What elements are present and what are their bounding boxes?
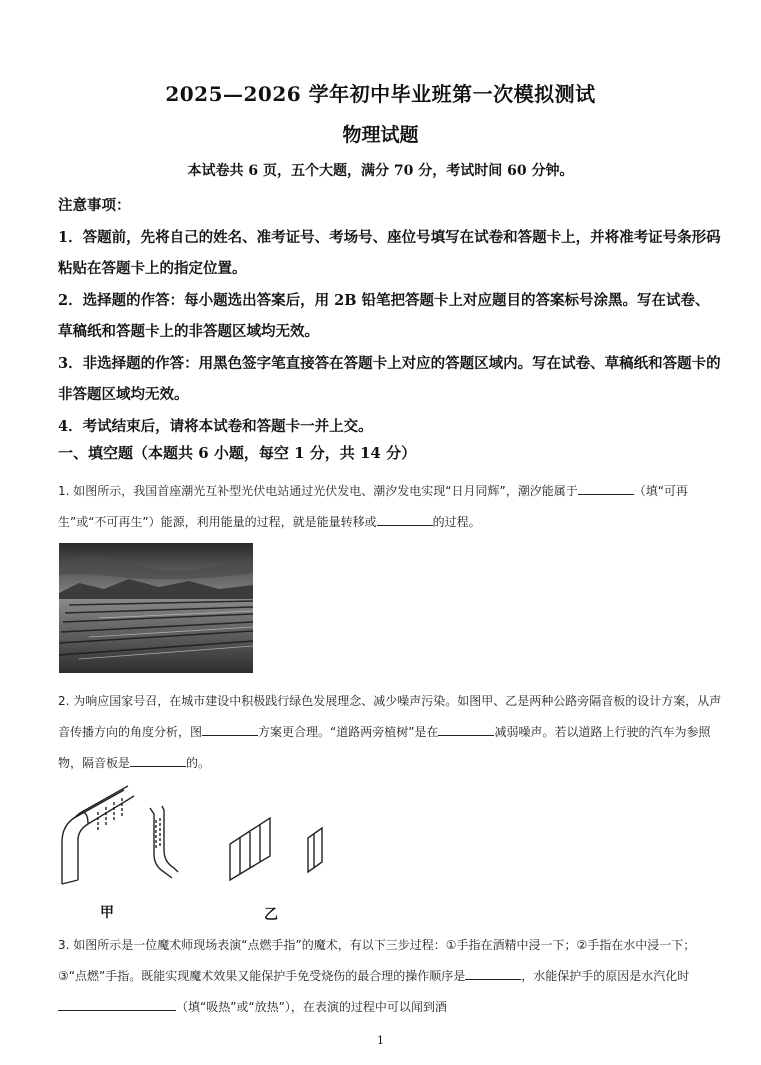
q1-text-3: 的过程。	[432, 515, 481, 529]
answer-blank[interactable]	[438, 722, 494, 736]
question-3	[58, 930, 723, 1023]
q2-text-2: 方案更合理。“道路两旁植树”是在	[258, 725, 439, 739]
note-item-2: 2．选择题的作答：每小题选出答案后，用 2B 铅笔把答题卡上对应题目的答案标号涂黑。写在试卷、草稿纸和答题卡上的非答题区域均无效。	[58, 291, 710, 340]
page-number: 1	[377, 1034, 384, 1047]
q1-text-2: （填“可再生”或“不可再生”）能源，利用能量的过程，就是能量转移或	[58, 484, 688, 529]
question-2	[58, 686, 723, 779]
exam-title: 2025—2026 学年初中毕业班第一次模拟测试	[165, 82, 596, 106]
notes-heading: 注意事项：	[58, 197, 131, 214]
exam-subtitle: 物理试题	[342, 124, 419, 146]
q3-text-1: 3. 如图所示是一位魔术师现场表演“点燃手指”的魔术，有以下三步过程：①手指在酒精中浸一下；②手指在水中浸一下；③“点燃”手指。既能实现魔术效果又能保护手免受烧伤的最合理的操作顺序是	[58, 938, 696, 983]
answer-blank[interactable]	[578, 481, 634, 495]
note-item-3: 3．非选择题的作答：用黑色签字笔直接答在答题卡上对应的答题区域内。写在试卷、草稿纸和答题卡的非答题区域均无效。	[58, 354, 721, 403]
section-title: 一、填空题（本题共 6 小题，每空 1 分，共 14 分）	[58, 444, 417, 462]
label-jia: 甲	[100, 905, 114, 921]
note-item-1: 1．答题前，先将自己的姓名、准考证号、考场号、座位号填写在试卷和答题卡上，并将准考证号条形码粘贴在答题卡上的指定位置。	[58, 228, 721, 277]
q2-text-3: 减弱噪声。若以道路上行驶的汽车为参照物，隔音板是	[58, 725, 711, 770]
answer-blank[interactable]	[58, 997, 176, 1011]
notes-section	[58, 190, 724, 442]
q2-text-4: 的。	[186, 756, 211, 770]
q1-text-1: 1. 如图所示，我国首座潮光互补型光伏电站通过光伏发电、潮汐发电实现“日月同辉”，潮汐能属于	[58, 484, 578, 498]
q3-text-3: （填“吸热”或“放热”），在表演的过程中可以闻到酒	[176, 1000, 447, 1014]
note-item-4: 4．考试结束后，请将本试卷和答题卡一并上交。	[58, 417, 373, 435]
answer-blank[interactable]	[465, 966, 521, 980]
q3-text-2: ，水能保护手的原因是水汽化时	[521, 969, 690, 983]
question-1	[58, 476, 723, 538]
answer-blank[interactable]	[377, 512, 433, 526]
q2-text-1: 2. 为响应国家号召，在城市建设中积极践行绿色发展理念、减少噪声污染。如图甲、乙是两种公路旁隔音板的设计方案，从声音传播方向的角度分析，图	[58, 694, 722, 739]
answer-blank[interactable]	[130, 753, 186, 767]
sound-barrier-diagram	[58, 780, 348, 923]
answer-blank[interactable]	[202, 722, 258, 736]
tidal-power-station-photo	[59, 543, 253, 673]
exam-info: 本试卷共 6 页，五个大题，满分 70 分，考试时间 60 分钟。	[187, 163, 574, 179]
label-yi: 乙	[264, 907, 278, 923]
